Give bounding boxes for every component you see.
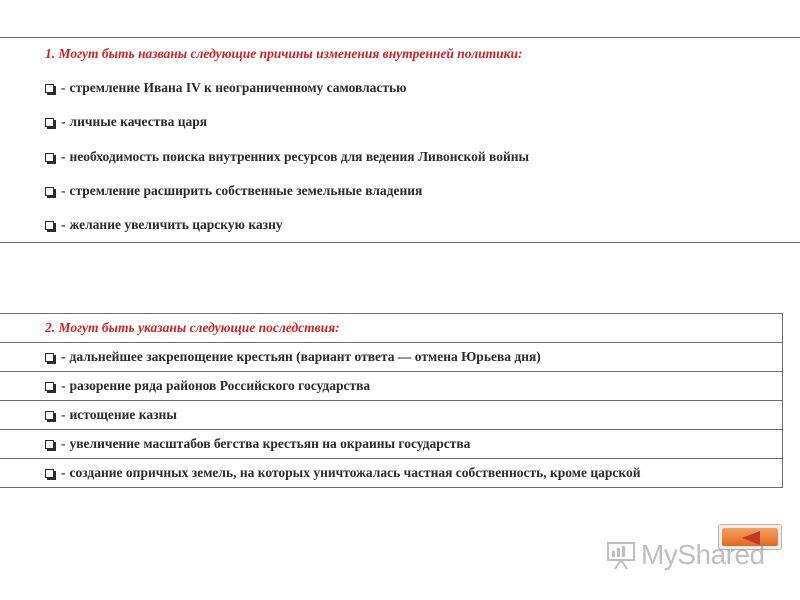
list-item-text: личные качества царя (69, 114, 208, 129)
table-row: - разорение ряда районов Российского государства (0, 371, 783, 400)
list-item: - желание увеличить царскую казну (45, 217, 283, 233)
list-item: - личные качества царя (45, 114, 207, 130)
table-header-row (0, 313, 783, 342)
checkbox-bullet-icon (45, 187, 54, 196)
checkbox-bullet-icon (45, 382, 54, 391)
checkbox-bullet-icon (45, 411, 54, 420)
table-row: - дальнейшее закрепощение крестьян (вариант ответа — отмена Юрьева дня) (0, 342, 783, 371)
list-item-text: желание увеличить царскую казну (69, 217, 283, 232)
table-cell-text: разорение ряда районов Российского государства (69, 378, 371, 393)
section2-heading: 2. Могут быть указаны следующие последствия: (45, 320, 340, 335)
checkbox-bullet-icon (45, 353, 54, 362)
list-item: - стремление расширить собственные земельные владения (45, 183, 422, 199)
list-item-text: необходимость поиска внутренних ресурсов для ведения Ливонской войны (69, 149, 530, 164)
checkbox-bullet-icon (45, 221, 54, 230)
presentation-board-icon (606, 540, 636, 570)
list-item: - необходимость поиска внутренних ресурсов для ведения Ливонской войны (45, 149, 529, 165)
list-item-text: стремление расширить собственные земельные владения (69, 183, 423, 198)
checkbox-bullet-icon (45, 469, 54, 478)
table-cell-text: дальнейшее закрепощение крестьян (вариант ответа — отмена Юрьева дня) (69, 349, 541, 364)
watermark (606, 538, 765, 572)
table-row: - увеличение масштабов бегства крестьян на окраины государства (0, 429, 783, 458)
checkbox-bullet-icon (45, 118, 54, 127)
section1-heading: 1. Могут быть названы следующие причины изменения внутренней политики: (45, 46, 523, 61)
table-cell-text: создание опричных земель, на которых уничтожалась частная собственность, кроме царской (69, 465, 641, 480)
list-item: - стремление Ивана IV к неограниченному самовластью (45, 80, 407, 96)
table-row: - истощение казны (0, 400, 783, 429)
table-cell-text: истощение казны (69, 407, 177, 422)
table-cell-text: увеличение масштабов бегства крестьян на окраины государства (69, 436, 471, 451)
table-row: - создание опричных земель, на которых уничтожалась частная собственность, кроме царской (0, 458, 783, 488)
checkbox-bullet-icon (45, 84, 54, 93)
list-item-text: стремление Ивана IV к неограниченному самовластью (69, 80, 407, 95)
checkbox-bullet-icon (45, 440, 54, 449)
section1-top-border (0, 37, 800, 38)
section1-bottom-border (0, 242, 800, 243)
watermark-text: MyShared (641, 539, 765, 570)
checkbox-bullet-icon (45, 153, 54, 162)
